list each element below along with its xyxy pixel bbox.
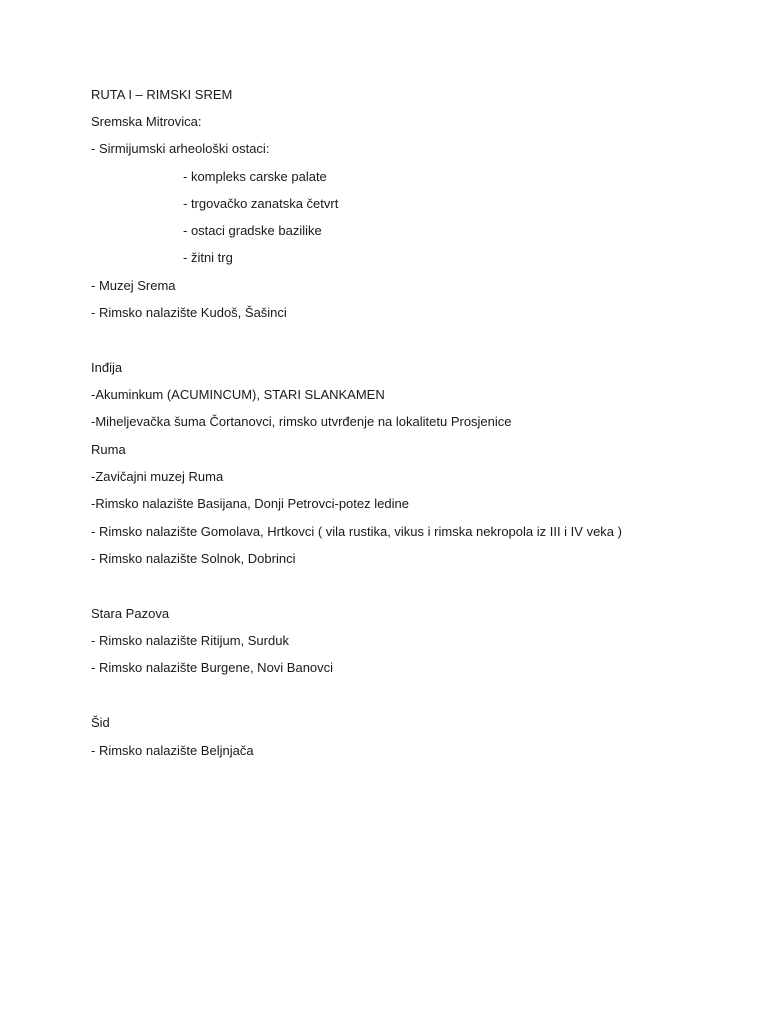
section-heading-sid: Šid [91,715,110,730]
list-item: - Rimsko nalazište Beljnjača [91,743,254,758]
list-item: -Rimsko nalazište Basijana, Donji Petrovci-potez ledine [91,496,409,511]
list-item: - Rimsko nalazište Burgene, Novi Banovci [91,660,334,675]
section-heading-ruma: Ruma [91,442,126,457]
list-item: -Zavičajni muzej Ruma [91,469,224,484]
list-item: - trgovačko zanatska četvrt [183,196,339,211]
list-item: - ostaci gradske bazilike [183,223,322,238]
document-title: RUTA I – RIMSKI SREM [91,87,233,102]
section-heading-indjija: Inđija [91,360,123,375]
section-heading-stara-pazova: Stara Pazova [91,606,170,621]
list-item: - Rimsko nalazište Kudoš, Šašinci [91,305,287,320]
list-item: - Rimsko nalazište Solnok, Dobrinci [91,551,296,566]
list-item: - Muzej Srema [91,278,176,293]
list-item: - kompleks carske palate [183,169,327,184]
list-item: - Rimsko nalazište Gomolava, Hrtkovci ( vila rustika, vikus i rimska nekropola iz III i IV veka ) [91,524,622,539]
list-item: -Akuminkum (ACUMINCUM), STARI SLANKAMEN [91,387,385,402]
section-heading-sremska-mitrovica: Sremska Mitrovica: [91,114,202,129]
list-item: -Miheljevačka šuma Čortanovci, rimsko utvrđenje na lokalitetu Prosjenice [91,414,512,429]
list-item: - žitni trg [183,250,233,265]
list-item: - Sirmijumski arheološki ostaci: [91,141,270,156]
list-item: - Rimsko nalazište Ritijum, Surduk [91,633,289,648]
